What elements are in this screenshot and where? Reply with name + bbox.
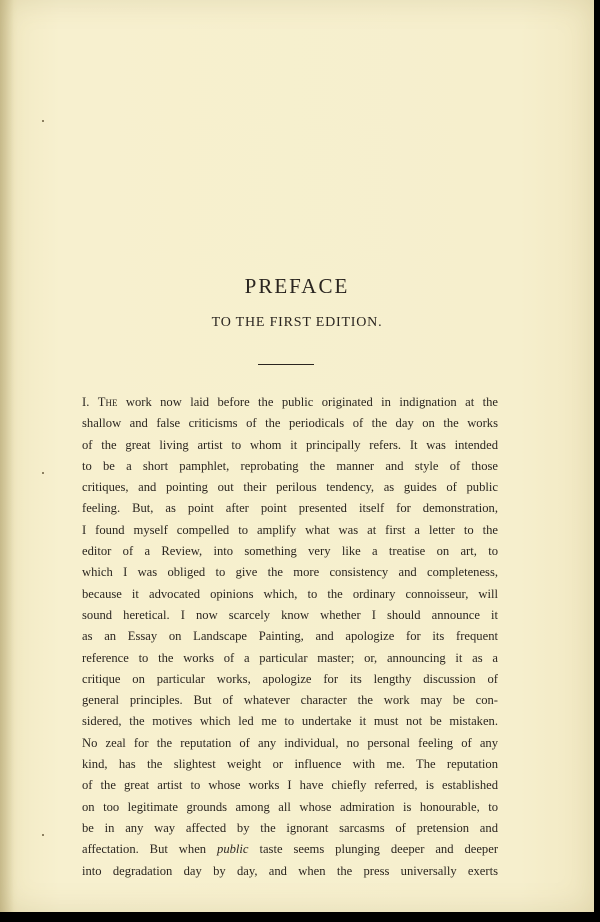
text-line-10: because it advocated opinions which, to the ordinary connoisseur, will xyxy=(82,586,498,601)
title-divider xyxy=(258,364,314,365)
paper-speck xyxy=(42,120,44,122)
page-subtitle: TO THE FIRST EDITION. xyxy=(211,315,383,330)
page-title: PREFACE xyxy=(244,274,350,298)
text-line-7: I found myself compelled to amplify what was at first a letter to the xyxy=(82,522,498,537)
text-line-21: be in any way affected by the ignorant sarcasms of pretension and xyxy=(82,820,498,835)
text-line-11: sound heretical. I now scarcely know whether I should announce it xyxy=(82,607,498,622)
text-line-17: No zeal for the reputation of any individual, no personal feeling of any xyxy=(82,735,498,750)
text-line-4: to be a short pamphlet, reprobating the manner and style of those xyxy=(82,458,498,473)
line-22-start: affectation. But when xyxy=(82,842,207,857)
lead-word: The xyxy=(97,395,118,409)
line-22-rest: taste seems plunging deeper and deeper xyxy=(259,842,499,857)
text-line-9: which I was obliged to give the more consistency and completeness, xyxy=(82,565,498,580)
text-line-12: as an Essay on Landscape Painting, and apologize for its frequent xyxy=(82,629,498,644)
text-line-2: shallow and false criticisms of the periodicals of the day on the works xyxy=(82,416,498,431)
paragraph-number: I. xyxy=(82,395,90,409)
page-gutter-shadow xyxy=(0,0,14,912)
text-line-14: critique on particular works, apologize for its lengthy discussion of xyxy=(82,671,498,686)
text-line-6: feeling. But, as point after point presented itself for demonstration, xyxy=(82,501,498,516)
text-line-22 xyxy=(82,839,498,860)
text-line-19: of the great artist to whose works I have chiefly referred, is established xyxy=(82,778,498,793)
text-line-23: into degradation day by day, and when the press universally exerts xyxy=(82,863,498,878)
text-line-13: reference to the works of a particular master; or, announcing it as a xyxy=(82,650,498,665)
text-line-8: editor of a Review, into something very like a treatise on art, to xyxy=(82,544,498,559)
text-line-16: sidered, the motives which led me to undertake it must not be mistaken. xyxy=(82,714,498,729)
text-line-20: on too legitimate grounds among all whose admiration is honourable, to xyxy=(82,799,498,814)
text-line-18: kind, has the slightest weight or influence with me. The reputation xyxy=(82,757,498,772)
paper-speck xyxy=(42,834,44,836)
paper-speck xyxy=(42,472,44,474)
preface-paragraph xyxy=(82,392,498,882)
italic-word: public xyxy=(217,842,249,857)
text-line-15: general principles. But of whatever character the work may be con- xyxy=(82,693,498,708)
text-line-3: of the great living artist to whom it principally refers. It was intended xyxy=(82,437,498,452)
text-line-1 xyxy=(82,392,498,413)
first-line-rest: work now laid before the public originated in indignation at the xyxy=(125,395,498,409)
text-line-5: critiques, and pointing out their perilous tendency, as guides of public xyxy=(82,480,498,495)
